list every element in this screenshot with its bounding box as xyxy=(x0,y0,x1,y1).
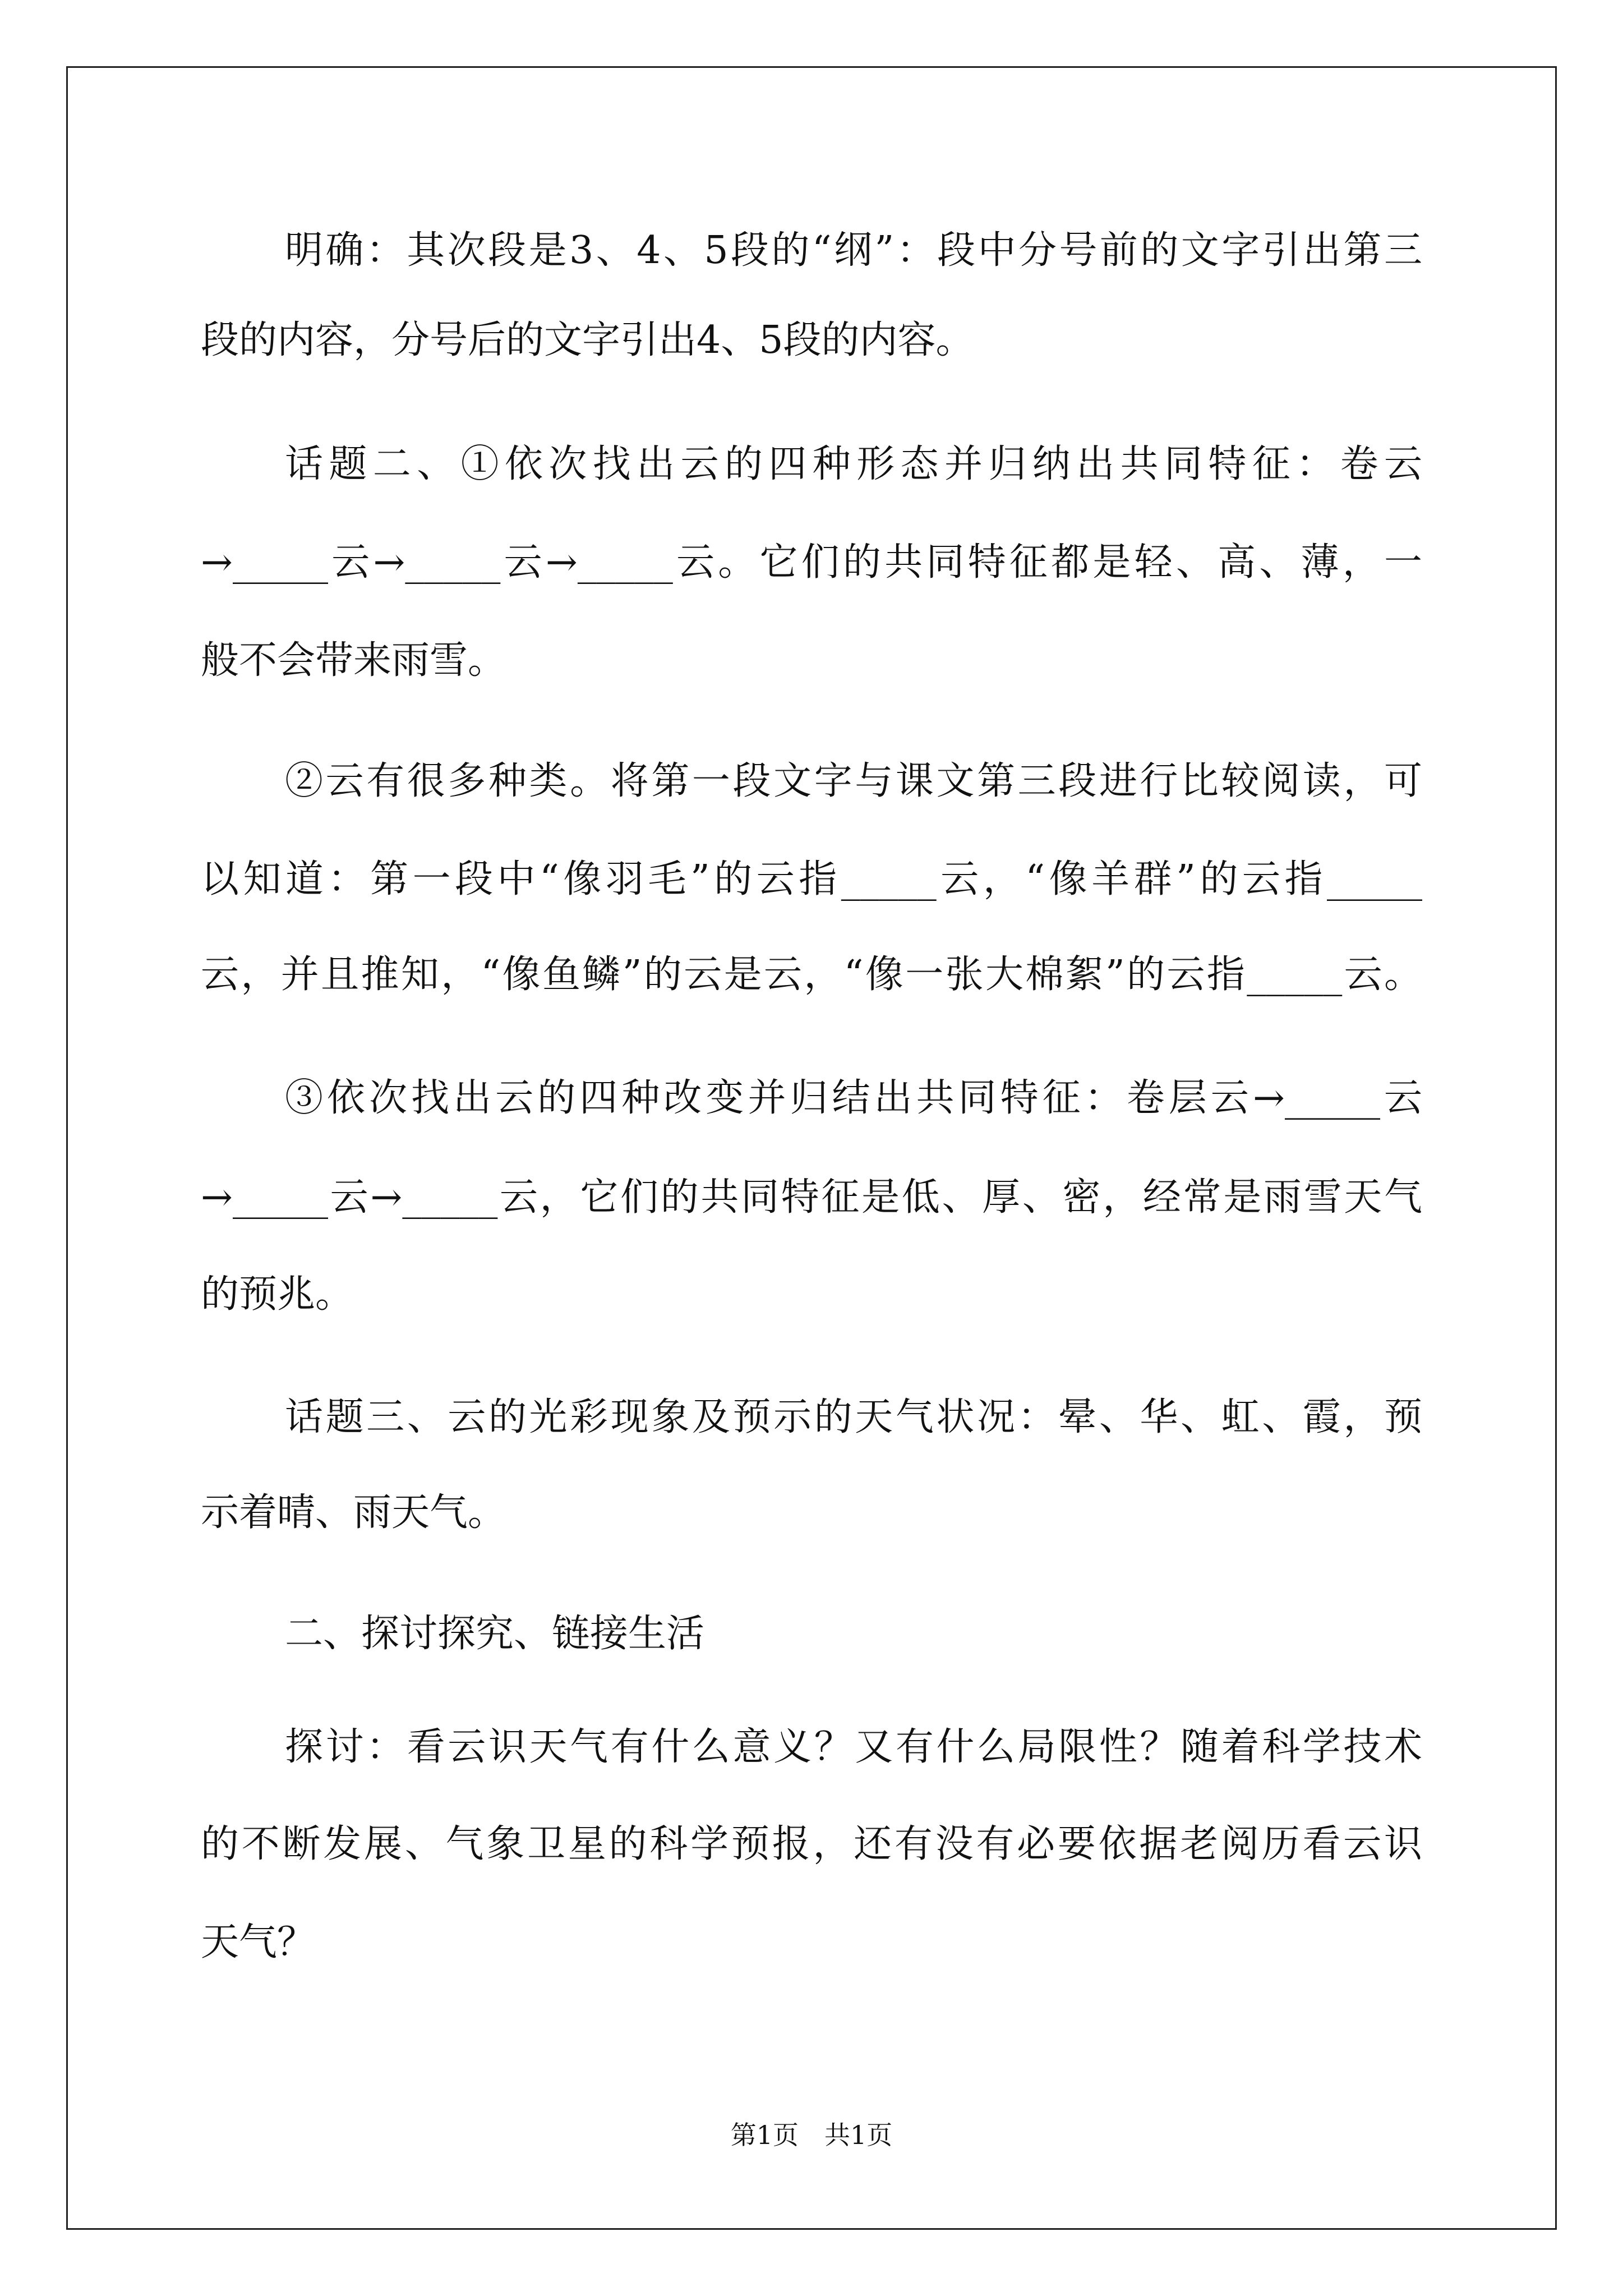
section-heading: 二、探讨探究、链接生活 xyxy=(285,1612,705,1656)
paragraph-line: ②云有很多种类。将第一段文字与课文第三段进行比较阅读，可 xyxy=(285,759,1422,803)
paragraph-line: 云，并且推知，“像鱼鳞”的云是云，“像一张大棉絮”的云指_____云。 xyxy=(201,953,1422,997)
paragraph-line: 以知道：第一段中“像羽毛”的云指_____云，“像羊群”的云指_____ xyxy=(201,857,1422,901)
paragraph-line: 般不会带来雨雪。 xyxy=(201,638,506,683)
paragraph-line: 示着晴、雨天气。 xyxy=(201,1490,506,1535)
paragraph-line: 的不断发展、气象卫星的科学预报，还有没有必要依据老阅历看云识 xyxy=(201,1822,1422,1866)
paragraph-line: 话题三、云的光彩现象及预示的天气状况：晕、华、虹、霞，预 xyxy=(285,1395,1422,1439)
paragraph-line: ③依次找出云的四种改变并归结出共同特征：卷层云→_____云 xyxy=(285,1076,1422,1120)
page-number-footer: 第1页 共1页 xyxy=(730,2120,893,2150)
page-border xyxy=(66,66,1557,2230)
paragraph-line: →_____云→_____云，它们的共同特征是低、厚、密，经常是雨雪天气 xyxy=(201,1175,1422,1220)
paragraph-line: 话题二、①依次找出云的四种形态并归纳出共同特征：卷云 xyxy=(285,442,1422,486)
paragraph-line: 段的内容，分号后的文字引出4、5段的内容。 xyxy=(201,318,974,362)
paragraph-line: →_____云→_____云→_____云。它们的共同特征都是轻、高、薄，一 xyxy=(201,540,1422,585)
paragraph-line: 探讨：看云识天气有什么意义？又有什么局限性？随着科学技术 xyxy=(285,1725,1422,1769)
paragraph-line: 的预兆。 xyxy=(201,1272,354,1317)
paragraph-line: 明确：其次段是3、4、5段的“纲”：段中分号前的文字引出第三 xyxy=(285,228,1422,273)
paragraph-line: 天气？ xyxy=(201,1920,316,1964)
